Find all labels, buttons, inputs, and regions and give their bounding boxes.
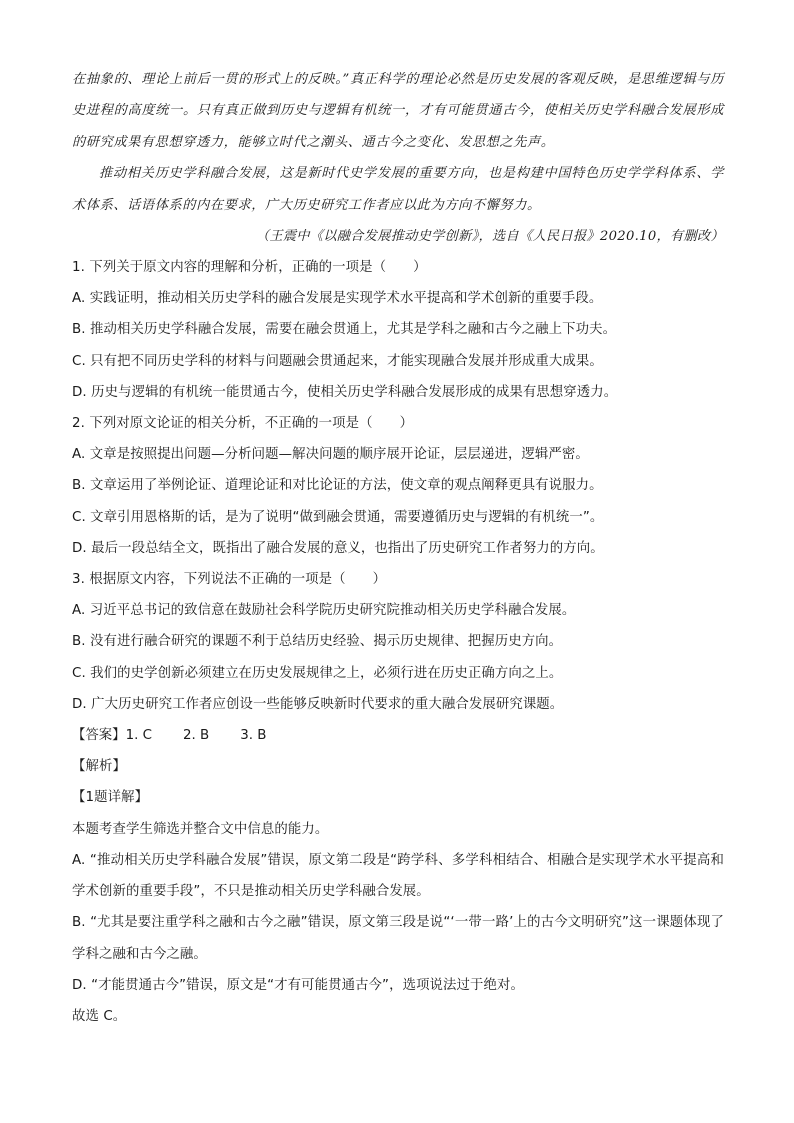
passage-source: （王震中《以融合发展推动史学创新》，选自《人民日报》2020.10，有删改） <box>255 229 724 245</box>
passage-paragraph-2: 推动相关历史学科融合发展，这是新时代史学发展的重要方向，也是构建中国特色历史学学科体系、学术体系、话语体系的内在要求，广大历史研究工作者应以此为方向不懈努力。 <box>72 166 724 213</box>
question-3-option-c: C. 我们的史学创新必须建立在历史发展规律之上，必须行进在历史正确方向之上。 <box>72 665 563 681</box>
analysis-line-5: 故选 C。 <box>72 1008 127 1024</box>
question-1-option-d: D. 历史与逻辑的有机统一能贯通古今，使相关历史学科融合发展形成的成果有思想穿透力。 <box>72 384 618 400</box>
question-3-stem: 3. 根据原文内容，下列说法不正确的一项是（ ） <box>72 572 387 588</box>
question-1-option-b: B. 推动相关历史学科融合发展，需要在融会贯通上，尤其是学科之融和古今之融上下功夫。 <box>72 322 617 338</box>
analysis-line-2: A. “推动相关历史学科融合发展”错误，原文第二段是“跨学科、多学科相结合、相融合是实现学术水平提高和学术创新的重要手段”，不只是推动相关历史学科融合发展。 <box>72 852 724 900</box>
analysis-sub-label: 【1题详解】 <box>72 790 149 806</box>
analysis-label: 【解析】 <box>72 759 126 775</box>
question-2-option-a: A. 文章是按照提出问题—分析问题—解决问题的顺序展开论证，层层递进，逻辑严密。 <box>72 447 589 463</box>
answer-items: 1. C 2. B 3. B <box>125 728 267 744</box>
question-1-option-a: A. 实践证明，推动相关历史学科的融合发展是实现学术水平提高和学术创新的重要手段。 <box>72 291 603 307</box>
question-2-option-c: C. 文章引用恩格斯的话，是为了说明“做到融会贯通，需要遵循历史与逻辑的有机统一”。 <box>72 509 604 525</box>
answer-label: 【答案】 <box>72 728 126 744</box>
question-1-option-c: C. 只有把不同历史学科的材料与问题融会贯通起来，才能实现融合发展并形成重大成果。 <box>72 353 603 369</box>
answer-line <box>72 720 724 751</box>
question-3-option-b: B. 没有进行融合研究的课题不利于总结历史经验、揭示历史规律、把握历史方向。 <box>72 634 563 650</box>
analysis-line-3: B. “尤其是要注重学科之融和古今之融”错误，原文第三段是说“‘一带一路’上的古今文明研究”这一课题体现了学科之融和古今之融。 <box>72 915 724 962</box>
question-3-option-a: A. 习近平总书记的致信意在鼓励社会科学院历史研究院推动相关历史学科融合发展。 <box>72 603 576 619</box>
question-2 <box>72 408 724 564</box>
passage <box>72 64 724 221</box>
passage-paragraph-1: 在抽象的、理论上前后一贯的形式上的反映。”真正科学的理论必然是历史发展的客观反映，是思维逻辑与历史进程的高度统一。只有真正做到历史与逻辑有机统一，才有可能贯通古今，使相关历史学科融合发展形成的研究成果有思想穿透力，能够立时代之潮头、通古今之变化、发思想之先声。 <box>72 72 724 150</box>
question-3 <box>72 564 724 720</box>
question-2-stem: 2. 下列对原文论证的相关分析，不正确的一项是（ ） <box>72 416 414 432</box>
question-2-option-d: D. 最后一段总结全文，既指出了融合发展的意义，也指出了历史研究工作者努力的方向。 <box>72 540 604 556</box>
question-3-option-d: D. 广大历史研究工作者应创设一些能够反映新时代要求的重大融合发展研究课题。 <box>72 696 564 712</box>
question-1-stem: 1. 下列关于原文内容的理解和分析，正确的一项是（ ） <box>72 260 427 276</box>
analysis-line-4: D. “才能贯通古今”错误，原文是“才有可能贯通古今”，选项说法过于绝对。 <box>72 977 524 993</box>
document-page <box>72 64 724 1032</box>
question-2-option-b: B. 文章运用了举例论证、道理论证和对比论证的方法，使文章的观点阐释更具有说服力。 <box>72 478 603 494</box>
analysis-line-1: 本题考查学生筛选并整合文中信息的能力。 <box>72 821 329 837</box>
question-1 <box>72 252 724 408</box>
